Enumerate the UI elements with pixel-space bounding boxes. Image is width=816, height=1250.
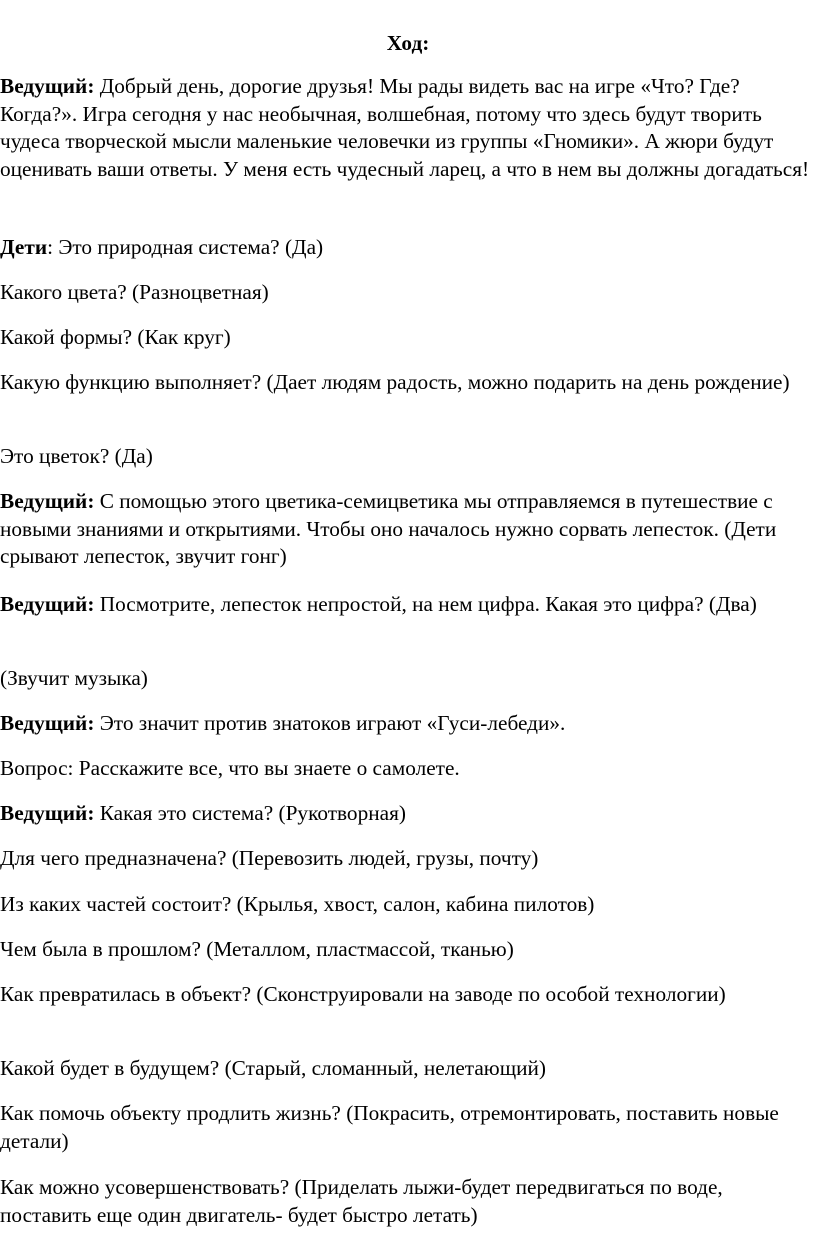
paragraph-text: Какую функцию выполняет? (Дает людям радость, можно подарить на день рождение) [0, 370, 790, 394]
paragraph [0, 936, 812, 964]
paragraph-text: Вопрос: Расскажите все, что вы знаете о самолете. [0, 756, 460, 780]
paragraph [0, 324, 812, 352]
paragraph [0, 1174, 812, 1229]
paragraph-text: Какого цвета? (Разноцветная) [0, 280, 269, 304]
paragraph-text: Это значит против знатоков играют «Гуси-лебеди». [94, 711, 566, 735]
paragraph [0, 73, 812, 183]
paragraph [0, 488, 812, 571]
paragraph-text: Как помочь объекту продлить жизнь? (Покрасить, отремонтировать, поставить новые детали) [0, 1101, 779, 1153]
paragraph [0, 665, 812, 693]
paragraph [0, 1055, 812, 1083]
speaker-label: Ведущий: [0, 74, 95, 98]
paragraph [0, 800, 812, 828]
speaker-label: Ведущий: [0, 711, 95, 735]
paragraph [0, 279, 812, 307]
document-title: Ход: [386, 31, 430, 55]
speaker-label: Ведущий: [0, 592, 95, 616]
paragraph-text: Какой формы? (Как круг) [0, 325, 231, 349]
paragraph-text: Как превратилась в объект? (Сконструировали на заводе по особой технологии) [0, 982, 726, 1006]
paragraph [0, 234, 812, 262]
paragraph [0, 443, 812, 471]
paragraph [0, 981, 812, 1009]
speaker-label: Ведущий: [0, 801, 95, 825]
paragraph-text: Какая это система? (Рукотворная) [94, 801, 406, 825]
paragraph [0, 891, 812, 919]
paragraph-text: (Звучит музыка) [0, 666, 148, 690]
paragraph-text: : Это природная система? (Да) [47, 235, 324, 259]
paragraph [0, 710, 812, 738]
paragraph-text: Посмотрите, лепесток непростой, на нем цифра. Какая это цифра? (Два) [94, 592, 757, 616]
paragraph-text: Как можно усовершенствовать? (Приделать лыжи-будет передвигаться по воде, поставить еще один двигатель- будет быстро летать) [0, 1175, 723, 1227]
speaker-label: Ведущий: [0, 489, 95, 513]
paragraph-text: Добрый день, дорогие друзья! Мы рады видеть вас на игре «Что? Где? Когда?». Игра сегодня у нас необычная, волшебная, потому что здесь будут творить чудеса творческой мысли маленькие человечки из группы «Гномики». А жюри будут оценивать ваши ответы. У меня есть чудесный ларец, а что в нем вы должны догадаться! [0, 74, 810, 181]
paragraph-text: Чем была в прошлом? (Металлом, пластмассой, тканью) [0, 937, 514, 961]
paragraph [0, 755, 812, 783]
paragraph-text: Это цветок? (Да) [0, 444, 153, 468]
paragraph-text: Какой будет в будущем? (Старый, сломанный, нелетающий) [0, 1056, 547, 1080]
paragraph [0, 591, 812, 619]
paragraph [0, 369, 812, 397]
speaker-label: Дети [0, 235, 48, 259]
paragraph-text: Из каких частей состоит? (Крылья, хвост, салон, кабина пилотов) [0, 892, 595, 916]
paragraph-text: Для чего предназначена? (Перевозить людей, грузы, почту) [0, 846, 539, 870]
paragraph [0, 1100, 812, 1155]
paragraph [0, 845, 812, 873]
paragraph-text: С помощью этого цветика-семицветика мы отправляемся в путешествие с новыми знаниями и открытиями. Чтобы оно началось нужно сорвать лепесток. (Дети срывают лепесток, звучит гонг) [0, 489, 777, 568]
